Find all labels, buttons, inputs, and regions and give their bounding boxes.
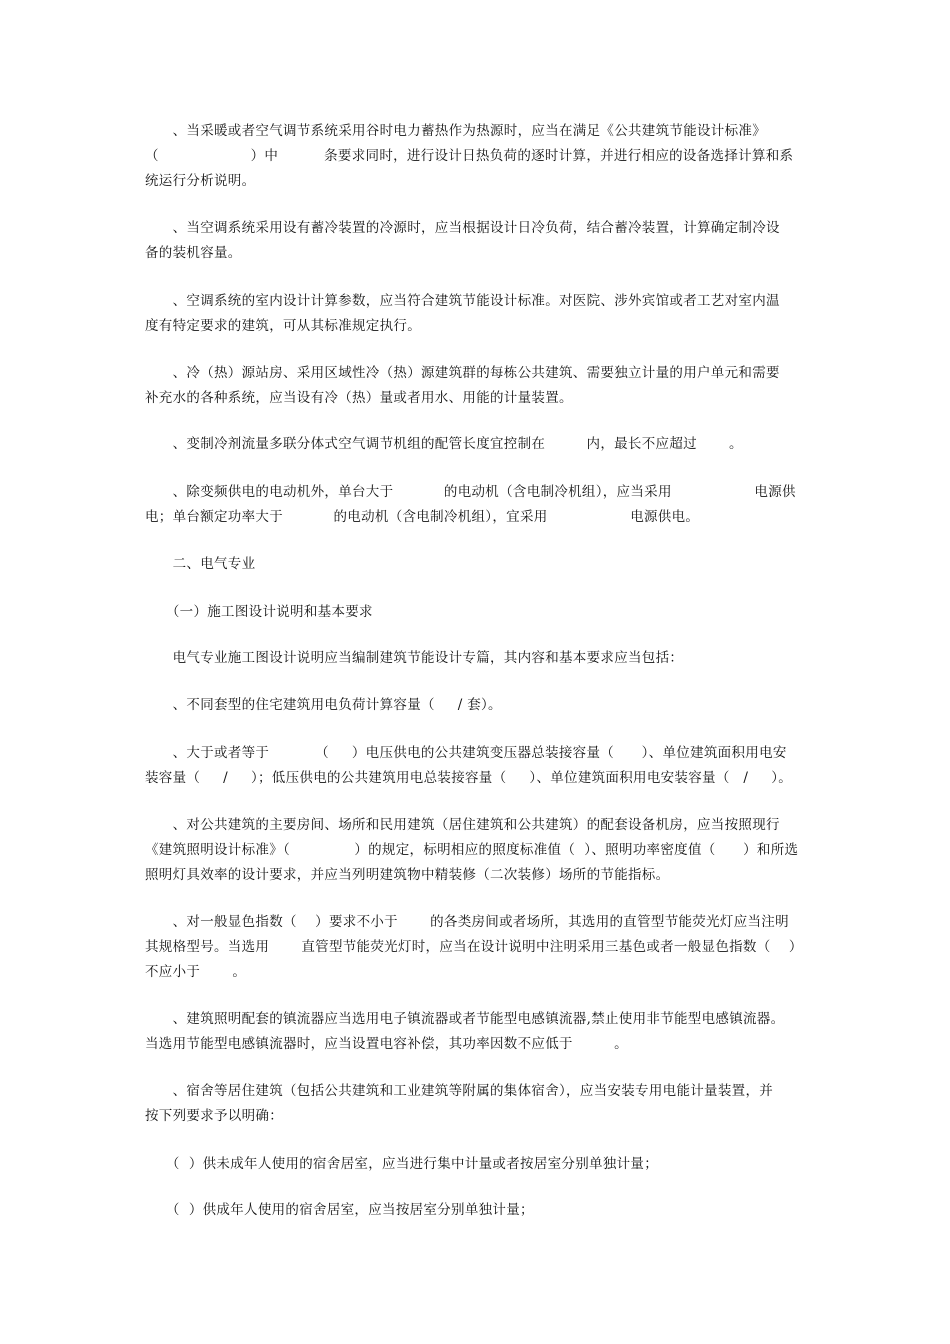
text-line: 度有特定要求的建筑，可从其标准规定执行。 — [145, 318, 421, 334]
text-line: 照明灯具效率的设计要求，并应当列明建筑物中精装修（二次装修）场所的节能指标。 — [145, 867, 670, 883]
subsection-heading: （一）施工图设计说明和基本要求 — [145, 604, 373, 620]
text-line: 统运行分析说明。 — [145, 173, 256, 189]
list-item: （ ）供成年人使用的宿舍居室，应当按居室分别单独计量； — [145, 1202, 534, 1218]
text-line: 、对公共建筑的主要房间、场所和民用建筑（居住建筑和公共建筑）的配套设备机房，应当按照现行 — [145, 817, 780, 833]
text-line: 、宿舍等居住建筑（包括公共建筑和工业建筑等附属的集体宿舍），应当安装专用电能计量装置，并 — [145, 1083, 774, 1099]
text-line: 当选用节能型电感镇流器时，应当设置电容补偿，其功率因数不应低于 。 — [145, 1036, 628, 1052]
list-item: （ ）供未成年人使用的宿舍居室，应当进行集中计量或者按居室分别单独计量； — [145, 1156, 659, 1172]
text-line: 其规格型号。当选用 直管型节能荧光灯时，应当在设计说明中注明采用三基色或者一般显色指数（ ） — [145, 939, 803, 955]
text-line: 、变制冷剂流量多联分体式空气调节机组的配管长度宜控制在 内，最长不应超过 。 — [145, 436, 743, 452]
text-line: 、当空调系统采用设有蓄冷装置的冷源时，应当根据设计日冷负荷，结合蓄冷装置，计算确定制冷设 — [145, 220, 780, 236]
text-line: 、除变频供电的电动机外，单台大于 的电动机（含电制冷机组），应当采用 电源供 — [145, 484, 796, 500]
text-line: 、大于或者等于 （ ）电压供电的公共建筑变压器总装接容量（ ）、单位建筑面积用电安 — [145, 745, 787, 761]
section-heading: 二、电气专业 — [145, 556, 256, 572]
text-line: 、空调系统的室内设计计算参数，应当符合建筑节能设计标准。对医院、涉外宾馆或者工艺对室内温 — [145, 293, 780, 309]
text-line: 、建筑照明配套的镇流器应当选用电子镇流器或者节能型电感镇流器,禁止使用非节能型电感镇流器。 — [145, 1011, 785, 1027]
text-line: 备的装机容量。 — [145, 245, 242, 261]
text-line: 《建筑照明设计标准》（ ）的规定，标明相应的照度标准值（ ）、照明功率密度值（ ）和所选 — [145, 842, 799, 858]
text-line: 按下列要求予以明确： — [145, 1108, 283, 1124]
text-line: 装容量（ / ）；低压供电的公共建筑用电总装接容量（ ）、单位建筑面积用电安装容量（ / ）。 — [145, 770, 793, 786]
text-line: 电气专业施工图设计说明应当编制建筑节能设计专篇，其内容和基本要求应当包括： — [145, 650, 684, 666]
text-line: （ ）中 条要求同时，进行设计日热负荷的逐时计算，并进行相应的设备选择计算和系 — [145, 148, 794, 164]
text-line: 、对一般显色指数（ ）要求不小于 的各类房间或者场所，其选用的直管型节能荧光灯应当注明 — [145, 914, 789, 930]
text-line: 补充水的各种系统，应当设有冷（热）量或者用水、用能的计量装置。 — [145, 390, 573, 406]
text-line: 、当采暖或者空气调节系统采用谷时电力蓄热作为热源时，应当在满足《公共建筑节能设计标准》 — [145, 123, 766, 139]
text-line: 、不同套型的住宅建筑用电负荷计算容量（ / 套）。 — [145, 697, 502, 713]
text-line: 电；单台额定功率大于 的电动机（含电制冷机组），宜采用 电源供电。 — [145, 509, 700, 525]
text-line: 不应小于 。 — [145, 964, 247, 980]
text-line: 、冷（热）源站房、采用区域性冷（热）源建筑群的每栋公共建筑、需要独立计量的用户单元和需要 — [145, 365, 780, 381]
